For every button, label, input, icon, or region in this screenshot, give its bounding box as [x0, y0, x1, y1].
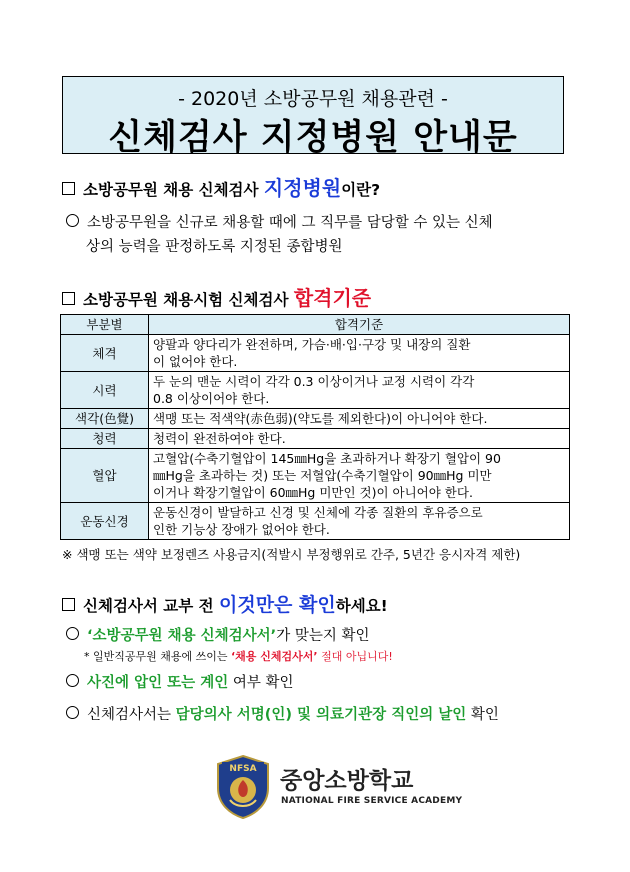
section-heading-hospital	[62, 172, 380, 201]
check-item-2-highlight: 사진에 압인 또는 계인	[87, 675, 229, 691]
section-heading-check	[62, 590, 388, 617]
section-heading-highlight: 이것만은 확인	[218, 594, 336, 616]
check-item-1-text: 가 맞는지 확인	[276, 628, 370, 644]
section-heading-text: 신체검사서 교부 전	[83, 597, 219, 615]
circle-bullet-icon	[66, 706, 79, 719]
section-heading-criteria	[62, 282, 371, 311]
academy-name-ko: 중앙소방학교	[280, 768, 414, 794]
check-item-2	[66, 671, 293, 692]
section-heading-text: 소방공무원 채용 신체검사	[83, 181, 264, 199]
section-heading-highlight: 합격기준	[293, 286, 372, 310]
check-item-3	[66, 703, 499, 724]
check-item-1-highlight: ‘소방공무원 채용 신체검사서’	[87, 628, 277, 644]
row-criteria: 두 눈의 맨눈 시력이 각각 0.3 이상이거나 교정 시력이 각각 0.8 이상이어야 한다.	[149, 372, 570, 409]
academy-name-en: NATIONAL FIRE SERVICE ACADEMY	[281, 796, 463, 806]
section-heading-highlight: 지정병원	[263, 176, 342, 200]
table-row	[61, 372, 570, 409]
table-note: ※ 색맹 또는 색약 보정렌즈 사용금지(적발시 부정행위로 간주, 5년간 응시자격 제한)	[62, 547, 521, 562]
circle-bullet-icon	[66, 214, 79, 227]
table-header-criteria: 합격기준	[149, 315, 570, 335]
table-row	[61, 409, 570, 429]
table-row	[61, 449, 570, 503]
circle-bullet-icon	[66, 627, 79, 640]
check-item-3-suffix: 확인	[466, 707, 499, 723]
academy-emblem-icon	[214, 754, 272, 820]
page-title: 신체검사 지정병원 안내문	[108, 118, 518, 158]
section-heading-suffix: 하세요!	[335, 597, 388, 615]
check-item-3-text: 신체검사서는	[87, 707, 176, 723]
row-category: 색각(色覺)	[61, 409, 149, 429]
title-box	[62, 76, 564, 158]
table-row	[61, 503, 570, 540]
row-category: 혈압	[61, 449, 149, 503]
check-item-1	[66, 624, 369, 645]
criteria-table	[60, 314, 570, 540]
row-category: 청력	[61, 429, 149, 449]
row-criteria: 고혈압(수축기혈압이 145㎜Hg을 초과하거나 확장기 혈압이 90 ㎜Hg을 초과하는 것) 또는 저혈압(수축기혈압이 90㎜Hg 미만 이거나 확장기혈압이 60㎜Hg 미만인 것)이 아니어야 한다.	[149, 449, 570, 503]
checkbox-square-icon	[62, 598, 75, 611]
table-header-row	[61, 315, 570, 335]
page-subtitle: - 2020년 소방공무원 채용관련 -	[178, 88, 448, 110]
table-header-category: 부분별	[61, 315, 149, 335]
row-criteria: 운동신경이 발달하고 신경 및 신체에 각종 질환의 후유증으로 인한 기능상 장애가 없어야 한다.	[149, 503, 570, 540]
definition-line-2: 상의 능력을 판정하도록 지정된 종합병원	[86, 239, 343, 255]
check-subnote: * 일반직공무원 채용에 쓰이는 ‘채용 신체검사서’ 절대 아닙니다!	[84, 650, 393, 663]
checkbox-square-icon	[62, 182, 75, 195]
row-criteria: 색맹 또는 적색약(赤色弱)(약도를 제외한다)이 아니어야 한다.	[149, 409, 570, 429]
row-category: 운동신경	[61, 503, 149, 540]
row-category: 체격	[61, 335, 149, 372]
section-heading-text: 소방공무원 채용시험 신체검사	[83, 291, 294, 309]
table-row	[61, 335, 570, 372]
checkbox-square-icon	[62, 292, 75, 305]
check-item-3-highlight: 담당의사 서명(인) 및 의료기관장 직인의 날인	[175, 707, 467, 723]
definition-item	[66, 211, 493, 232]
subnote-highlight: ‘채용 신체검사서’	[231, 650, 318, 663]
row-category: 시력	[61, 372, 149, 409]
row-criteria: 청력이 완전하여야 한다.	[149, 429, 570, 449]
emblem-text: NFSA	[229, 764, 257, 774]
row-criteria: 양팔과 양다리가 완전하며, 가슴·배·입·구강 및 내장의 질환 이 없어야 한다.	[149, 335, 570, 372]
table-row	[61, 429, 570, 449]
check-item-2-text: 여부 확인	[228, 675, 294, 691]
section-heading-suffix: 이란?	[341, 181, 381, 199]
definition-line-1: 소방공무원을 신규로 채용할 때에 그 직무를 담당할 수 있는 신체	[87, 215, 493, 231]
circle-bullet-icon	[66, 674, 79, 687]
